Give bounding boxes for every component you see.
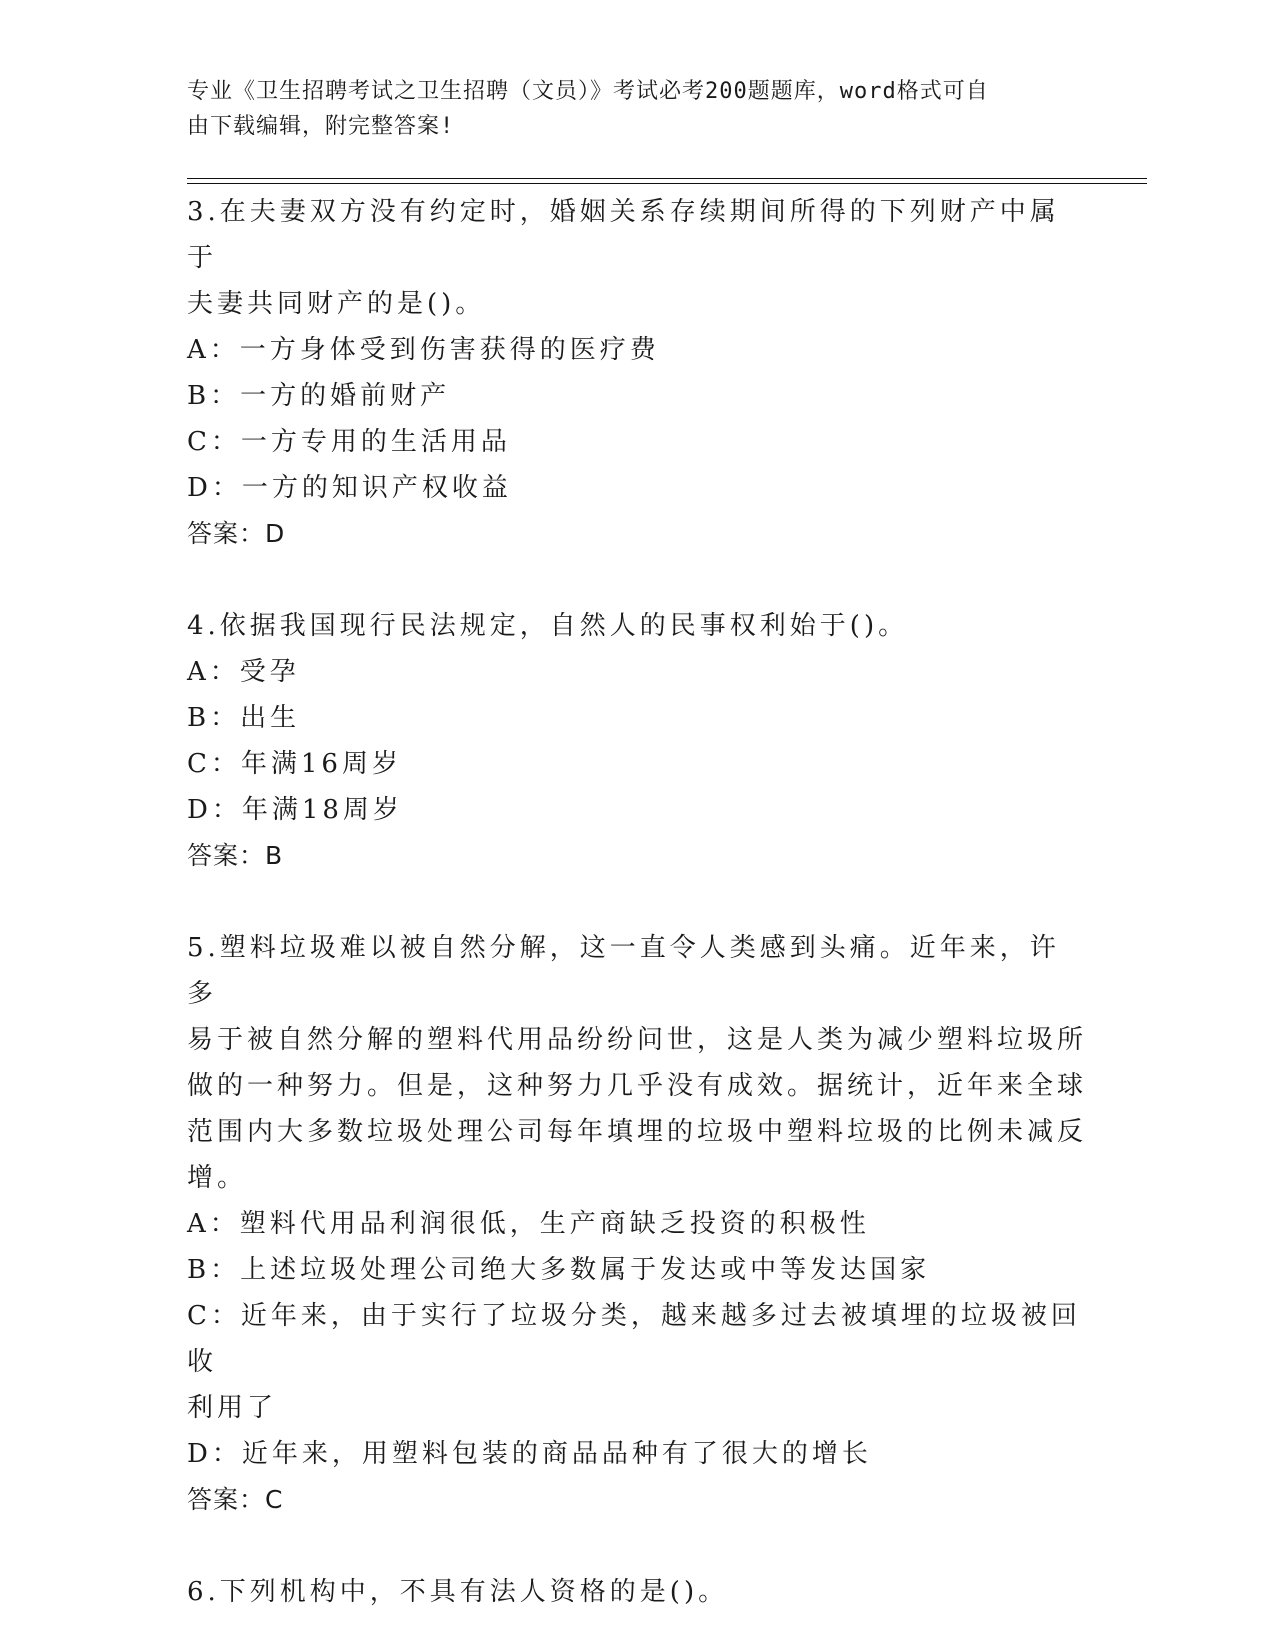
answer-option: D：一方的知识产权收益 [187, 473, 512, 503]
answer-option: B：出生 [187, 703, 301, 733]
question-stem-line: 范围内大多数垃圾处理公司每年填埋的垃圾中塑料垃圾的比例未减反 [187, 1117, 1088, 1147]
answer-key: 答案：D [187, 519, 286, 548]
answer-option: C：一方专用的生活用品 [187, 427, 511, 457]
answer-key: 答案：C [187, 1485, 284, 1514]
question-block [187, 925, 1087, 1569]
header-line-2: 由下载编辑，附完整答案! [187, 114, 455, 139]
question-stem-line: 5.塑料垃圾难以被自然分解，这一直令人类感到头痛。近年来，许多 [187, 933, 1060, 1009]
question-stem-line: 夫妻共同财产的是()。 [187, 289, 486, 319]
question-stem-line: 3.在夫妻双方没有约定时，婚姻关系存续期间所得的下列财产中属于 [187, 197, 1060, 273]
answer-option: D：近年来，用塑料包装的商品品种有了很大的增长 [187, 1439, 872, 1469]
header-rule-bottom [187, 183, 1147, 184]
header-line-1: 专业《卫生招聘考试之卫生招聘（文员）》考试必考200题题库，word格式可自 [187, 79, 989, 104]
question-spacer [187, 557, 1087, 603]
answer-option: D：年满18周岁 [187, 795, 403, 825]
question-spacer [187, 1523, 1087, 1569]
answer-option: A：受孕 [187, 657, 300, 687]
answer-option: C：近年来，由于实行了垃圾分类，越来越多过去被填埋的垃圾被回收 [187, 1301, 1081, 1377]
question-spacer [187, 879, 1087, 925]
question-list [187, 189, 1087, 1615]
question-stem-line: 6.下列机构中，不具有法人资格的是()。 [187, 1577, 729, 1607]
question-block [187, 603, 1087, 925]
header-rule-top [187, 178, 1147, 179]
answer-key: 答案：B [187, 841, 284, 870]
answer-option: 利用了 [187, 1393, 278, 1423]
document-header [187, 74, 1067, 144]
question-block [187, 189, 1087, 603]
question-block [187, 1569, 1087, 1615]
question-stem-line: 增。 [187, 1163, 248, 1193]
answer-option: A：塑料代用品利润很低，生产商缺乏投资的积极性 [187, 1209, 870, 1239]
answer-option: B：一方的婚前财产 [187, 381, 451, 411]
question-stem-line: 易于被自然分解的塑料代用品纷纷问世，这是人类为减少塑料垃圾所 [187, 1025, 1088, 1055]
answer-option: C：年满16周岁 [187, 749, 402, 779]
question-stem-line: 4.依据我国现行民法规定，自然人的民事权利始于()。 [187, 611, 909, 641]
answer-option: B：上述垃圾处理公司绝大多数属于发达或中等发达国家 [187, 1255, 931, 1285]
answer-option: A：一方身体受到伤害获得的医疗费 [187, 335, 660, 365]
question-stem-line: 做的一种努力。但是，这种努力几乎没有成效。据统计，近年来全球 [187, 1071, 1088, 1101]
